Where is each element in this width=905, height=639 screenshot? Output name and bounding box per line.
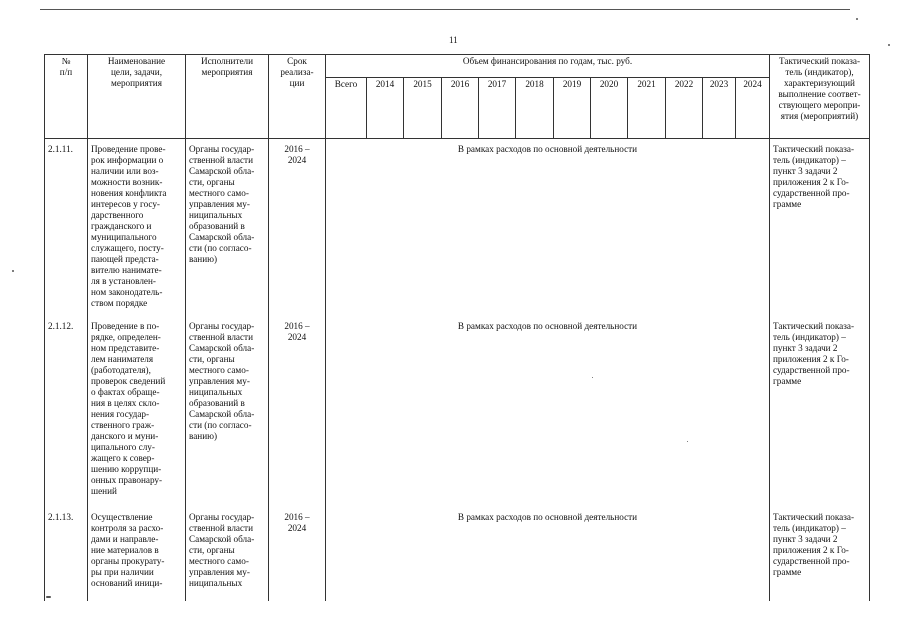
header-year: 2024 <box>736 78 770 139</box>
header-year: 2015 <box>404 78 442 139</box>
header-year: 2018 <box>516 78 554 139</box>
row-term: 2016 – 2024 <box>269 511 326 601</box>
row-number: 2.1.12. <box>45 320 88 511</box>
scan-speck <box>46 596 51 598</box>
scan-speck <box>856 18 858 20</box>
row-executors: Органы государ- ственной власти Самарской обла- сти, органы местного само- управления му- ниципальных <box>186 511 269 601</box>
header-name: Наименование цели, задачи, мероприятия <box>88 55 186 139</box>
scan-speck <box>12 270 14 272</box>
header-indicator: Тактический показа- тель (индикатор), характеризующий выполнение соответ- ствующего меропри- ятия (мероприятий) <box>770 55 870 139</box>
row-indicator: Тактический показа- тель (индикатор) – пункт 3 задачи 2 приложения 2 к Го- сударственной про- грамме <box>770 139 870 320</box>
scan-speck <box>687 441 688 442</box>
row-name: Проведение прове- рок информации о наличии или воз- можности возник- новения конфликта интересов у госу- дарственного гражданского и муниципального служащего, посту- пающей предста- вителю нанимате- ля в установлен- ном законодатель- ством порядке <box>88 139 186 320</box>
program-table <box>44 54 870 601</box>
row-name: Осуществление контроля за расхо- дами и направле- ние материалов в органы прокурату- ры при наличии оснований иници- <box>88 511 186 601</box>
table-row <box>45 511 870 601</box>
header-year: 2017 <box>479 78 516 139</box>
header-financing: Объем финансирования по годам, тыс. руб. <box>326 55 770 78</box>
row-financing: В рамках расходов по основной деятельности <box>326 139 770 320</box>
row-indicator: Тактический показа- тель (индикатор) – пункт 3 задачи 2 приложения 2 к Го- сударственной про- грамме <box>770 320 870 511</box>
row-indicator: Тактический показа- тель (индикатор) – пункт 3 задачи 2 приложения 2 к Го- сударственной про- грамме <box>770 511 870 601</box>
header-year: 2020 <box>591 78 628 139</box>
header-year: 2016 <box>442 78 479 139</box>
header-year: 2014 <box>367 78 404 139</box>
header-total: Всего <box>326 78 367 139</box>
row-number: 2.1.13. <box>45 511 88 601</box>
scan-speck <box>592 377 593 378</box>
row-executors: Органы государ- ственной власти Самарской обла- сти, органы местного само- управления му- ниципальных образований в Самарской обла- сти (по согласо- ванию) <box>186 139 269 320</box>
scan-speck <box>888 44 890 46</box>
table-row <box>45 139 870 320</box>
table-row <box>45 320 870 511</box>
row-executors: Органы государ- ственной власти Самарской обла- сти, органы местного само- управления му- ниципальных образований в Самарской обла- сти (по согласо- ванию) <box>186 320 269 511</box>
row-number: 2.1.11. <box>45 139 88 320</box>
row-name: Проведение в по- рядке, определен- ном представите- лем нанимателя (работодателя), проверок сведений о фактах обраще- ния в целях скло- нения государ- ственного граж- данского и муни- ципального слу- жащего к совер- шению коррупци- онных правонару- шений <box>88 320 186 511</box>
row-financing: В рамках расходов по основной деятельности <box>326 511 770 601</box>
header-year: 2021 <box>628 78 666 139</box>
header-term: Срок реализа- ции <box>269 55 326 139</box>
row-financing: В рамках расходов по основной деятельности <box>326 320 770 511</box>
header-year: 2022 <box>666 78 703 139</box>
row-term: 2016 – 2024 <box>269 320 326 511</box>
header-year: 2023 <box>703 78 736 139</box>
header-number: № п/п <box>45 55 88 139</box>
page-number: 11 <box>449 35 458 45</box>
row-term: 2016 – 2024 <box>269 139 326 320</box>
top-rule <box>40 9 850 10</box>
header-executors: Исполнители мероприятия <box>186 55 269 139</box>
header-year: 2019 <box>554 78 591 139</box>
